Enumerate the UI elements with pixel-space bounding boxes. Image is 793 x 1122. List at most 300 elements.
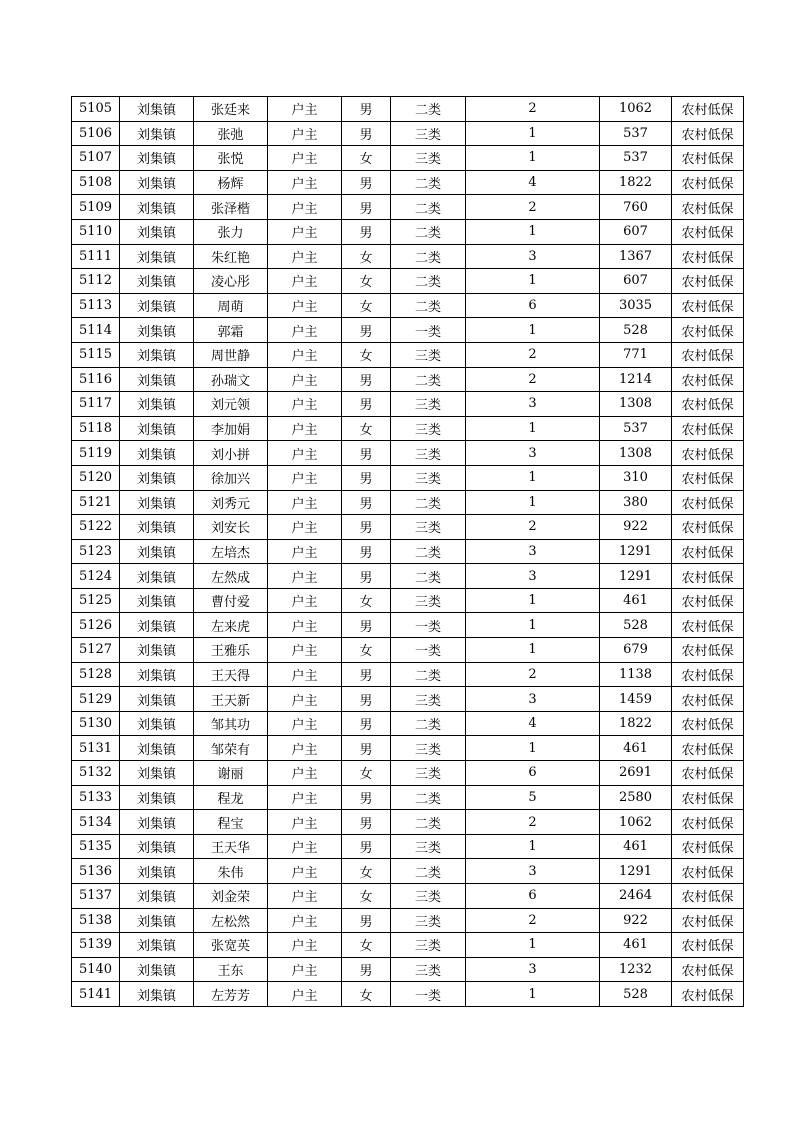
table-row (72, 490, 744, 515)
gender-cell: 女 (342, 982, 391, 1007)
row-number-cell: 5109 (72, 195, 120, 220)
town-cell: 刘集镇 (120, 367, 194, 392)
town-cell: 刘集镇 (120, 736, 194, 761)
assistance-type-cell: 农村低保 (672, 662, 744, 687)
household-size-cell: 6 (466, 293, 600, 318)
row-number-cell: 5111 (72, 244, 120, 269)
category-cell: 一类 (391, 982, 466, 1007)
town-cell: 刘集镇 (120, 613, 194, 638)
amount-cell: 1822 (600, 170, 672, 195)
name-cell: 左然成 (194, 564, 268, 589)
table-row (72, 342, 744, 367)
category-cell: 三类 (391, 884, 466, 909)
table-row (72, 244, 744, 269)
table-row (72, 957, 744, 982)
household-size-cell: 1 (466, 490, 600, 515)
amount-cell: 461 (600, 834, 672, 859)
row-number-cell: 5133 (72, 785, 120, 810)
name-cell: 左松然 (194, 908, 268, 933)
town-cell: 刘集镇 (120, 711, 194, 736)
amount-cell: 537 (600, 121, 672, 146)
category-cell: 三类 (391, 515, 466, 540)
gender-cell: 男 (342, 318, 391, 343)
gender-cell: 男 (342, 736, 391, 761)
town-cell: 刘集镇 (120, 933, 194, 958)
amount-cell: 528 (600, 982, 672, 1007)
amount-cell: 2580 (600, 785, 672, 810)
gender-cell: 男 (342, 785, 391, 810)
assistance-type-cell: 农村低保 (672, 318, 744, 343)
amount-cell: 922 (600, 908, 672, 933)
table-row (72, 613, 744, 638)
name-cell: 王雅乐 (194, 638, 268, 663)
row-number-cell: 5131 (72, 736, 120, 761)
amount-cell: 461 (600, 588, 672, 613)
gender-cell: 女 (342, 859, 391, 884)
assistance-type-cell: 农村低保 (672, 293, 744, 318)
category-cell: 三类 (391, 588, 466, 613)
household-size-cell: 2 (466, 342, 600, 367)
town-cell: 刘集镇 (120, 342, 194, 367)
amount-cell: 380 (600, 490, 672, 515)
relation-cell: 户主 (268, 785, 342, 810)
household-size-cell: 3 (466, 859, 600, 884)
name-cell: 王天新 (194, 687, 268, 712)
amount-cell: 607 (600, 219, 672, 244)
gender-cell: 男 (342, 392, 391, 417)
amount-cell: 1367 (600, 244, 672, 269)
gender-cell: 男 (342, 662, 391, 687)
household-size-cell: 1 (466, 318, 600, 343)
table-row (72, 834, 744, 859)
relation-cell: 户主 (268, 810, 342, 835)
town-cell: 刘集镇 (120, 465, 194, 490)
household-size-cell: 1 (466, 736, 600, 761)
gender-cell: 男 (342, 465, 391, 490)
name-cell: 刘元领 (194, 392, 268, 417)
row-number-cell: 5108 (72, 170, 120, 195)
relation-cell: 户主 (268, 539, 342, 564)
amount-cell: 607 (600, 269, 672, 294)
town-cell: 刘集镇 (120, 588, 194, 613)
category-cell: 一类 (391, 638, 466, 663)
household-size-cell: 5 (466, 785, 600, 810)
assistance-type-cell: 农村低保 (672, 933, 744, 958)
assistance-type-cell: 农村低保 (672, 687, 744, 712)
name-cell: 朱红艳 (194, 244, 268, 269)
town-cell: 刘集镇 (120, 564, 194, 589)
amount-cell: 922 (600, 515, 672, 540)
name-cell: 杨辉 (194, 170, 268, 195)
table-row (72, 367, 744, 392)
household-size-cell: 1 (466, 269, 600, 294)
assistance-type-cell: 农村低保 (672, 367, 744, 392)
household-size-cell: 1 (466, 146, 600, 171)
household-size-cell: 6 (466, 761, 600, 786)
assistance-type-cell: 农村低保 (672, 465, 744, 490)
town-cell: 刘集镇 (120, 416, 194, 441)
assistance-type-cell: 农村低保 (672, 736, 744, 761)
assistance-type-cell: 农村低保 (672, 613, 744, 638)
name-cell: 郭霜 (194, 318, 268, 343)
town-cell: 刘集镇 (120, 982, 194, 1007)
assistance-type-cell: 农村低保 (672, 170, 744, 195)
table-row (72, 761, 744, 786)
table-row (72, 662, 744, 687)
row-number-cell: 5107 (72, 146, 120, 171)
gender-cell: 男 (342, 195, 391, 220)
household-size-cell: 1 (466, 834, 600, 859)
name-cell: 王东 (194, 957, 268, 982)
relation-cell: 户主 (268, 293, 342, 318)
table-row (72, 293, 744, 318)
assistance-type-cell: 农村低保 (672, 884, 744, 909)
town-cell: 刘集镇 (120, 884, 194, 909)
amount-cell: 1232 (600, 957, 672, 982)
category-cell: 三类 (391, 834, 466, 859)
relation-cell: 户主 (268, 711, 342, 736)
amount-cell: 1291 (600, 859, 672, 884)
amount-cell: 3035 (600, 293, 672, 318)
amount-cell: 1291 (600, 564, 672, 589)
town-cell: 刘集镇 (120, 97, 194, 122)
table-row (72, 269, 744, 294)
household-size-cell: 3 (466, 441, 600, 466)
name-cell: 李加娟 (194, 416, 268, 441)
table-row (72, 416, 744, 441)
name-cell: 朱伟 (194, 859, 268, 884)
name-cell: 邹荣有 (194, 736, 268, 761)
town-cell: 刘集镇 (120, 859, 194, 884)
town-cell: 刘集镇 (120, 392, 194, 417)
row-number-cell: 5113 (72, 293, 120, 318)
relation-cell: 户主 (268, 244, 342, 269)
amount-cell: 771 (600, 342, 672, 367)
row-number-cell: 5136 (72, 859, 120, 884)
table-row (72, 736, 744, 761)
row-number-cell: 5105 (72, 97, 120, 122)
gender-cell: 男 (342, 121, 391, 146)
relation-cell: 户主 (268, 392, 342, 417)
relation-cell: 户主 (268, 957, 342, 982)
gender-cell: 女 (342, 638, 391, 663)
name-cell: 刘秀元 (194, 490, 268, 515)
amount-cell: 1308 (600, 441, 672, 466)
category-cell: 三类 (391, 465, 466, 490)
name-cell: 张力 (194, 219, 268, 244)
category-cell: 三类 (391, 342, 466, 367)
town-cell: 刘集镇 (120, 687, 194, 712)
row-number-cell: 5127 (72, 638, 120, 663)
household-size-cell: 4 (466, 170, 600, 195)
category-cell: 二类 (391, 97, 466, 122)
assistance-type-cell: 农村低保 (672, 195, 744, 220)
relation-cell: 户主 (268, 662, 342, 687)
category-cell: 二类 (391, 170, 466, 195)
assistance-type-cell: 农村低保 (672, 638, 744, 663)
table-row (72, 908, 744, 933)
amount-cell: 2691 (600, 761, 672, 786)
town-cell: 刘集镇 (120, 908, 194, 933)
assistance-type-cell: 农村低保 (672, 711, 744, 736)
row-number-cell: 5129 (72, 687, 120, 712)
name-cell: 徐加兴 (194, 465, 268, 490)
household-size-cell: 2 (466, 662, 600, 687)
assistance-type-cell: 农村低保 (672, 761, 744, 786)
relation-cell: 户主 (268, 219, 342, 244)
name-cell: 曹付爱 (194, 588, 268, 613)
household-size-cell: 1 (466, 121, 600, 146)
table-row (72, 121, 744, 146)
relation-cell: 户主 (268, 564, 342, 589)
name-cell: 周萌 (194, 293, 268, 318)
row-number-cell: 5117 (72, 392, 120, 417)
category-cell: 二类 (391, 564, 466, 589)
gender-cell: 女 (342, 269, 391, 294)
amount-cell: 760 (600, 195, 672, 220)
relation-cell: 户主 (268, 318, 342, 343)
household-size-cell: 1 (466, 982, 600, 1007)
relation-cell: 户主 (268, 515, 342, 540)
amount-cell: 679 (600, 638, 672, 663)
assistance-type-cell: 农村低保 (672, 810, 744, 835)
row-number-cell: 5120 (72, 465, 120, 490)
gender-cell: 男 (342, 711, 391, 736)
assistance-type-cell: 农村低保 (672, 908, 744, 933)
row-number-cell: 5119 (72, 441, 120, 466)
amount-cell: 537 (600, 416, 672, 441)
gender-cell: 男 (342, 613, 391, 638)
relation-cell: 户主 (268, 416, 342, 441)
town-cell: 刘集镇 (120, 957, 194, 982)
table-row (72, 146, 744, 171)
household-size-cell: 3 (466, 687, 600, 712)
gender-cell: 女 (342, 342, 391, 367)
category-cell: 二类 (391, 785, 466, 810)
row-number-cell: 5135 (72, 834, 120, 859)
name-cell: 张宽英 (194, 933, 268, 958)
gender-cell: 女 (342, 761, 391, 786)
gender-cell: 女 (342, 588, 391, 613)
row-number-cell: 5118 (72, 416, 120, 441)
name-cell: 左芳芳 (194, 982, 268, 1007)
category-cell: 二类 (391, 367, 466, 392)
relation-cell: 户主 (268, 761, 342, 786)
table-row (72, 564, 744, 589)
name-cell: 张泽楷 (194, 195, 268, 220)
table-row (72, 318, 744, 343)
town-cell: 刘集镇 (120, 318, 194, 343)
assistance-type-cell: 农村低保 (672, 441, 744, 466)
relation-cell: 户主 (268, 465, 342, 490)
table-row (72, 687, 744, 712)
household-size-cell: 2 (466, 97, 600, 122)
town-cell: 刘集镇 (120, 515, 194, 540)
amount-cell: 528 (600, 613, 672, 638)
assistance-type-cell: 农村低保 (672, 392, 744, 417)
table-row (72, 539, 744, 564)
town-cell: 刘集镇 (120, 834, 194, 859)
assistance-type-cell: 农村低保 (672, 244, 744, 269)
assistance-type-cell: 农村低保 (672, 121, 744, 146)
household-size-cell: 1 (466, 219, 600, 244)
table-row (72, 97, 744, 122)
category-cell: 二类 (391, 195, 466, 220)
category-cell: 三类 (391, 441, 466, 466)
relation-cell: 户主 (268, 342, 342, 367)
category-cell: 一类 (391, 318, 466, 343)
household-size-cell: 1 (466, 638, 600, 663)
category-cell: 二类 (391, 490, 466, 515)
relation-cell: 户主 (268, 97, 342, 122)
row-number-cell: 5141 (72, 982, 120, 1007)
town-cell: 刘集镇 (120, 490, 194, 515)
gender-cell: 男 (342, 170, 391, 195)
row-number-cell: 5123 (72, 539, 120, 564)
table-row (72, 515, 744, 540)
town-cell: 刘集镇 (120, 170, 194, 195)
town-cell: 刘集镇 (120, 146, 194, 171)
row-number-cell: 5132 (72, 761, 120, 786)
gender-cell: 男 (342, 219, 391, 244)
amount-cell: 1291 (600, 539, 672, 564)
gender-cell: 男 (342, 564, 391, 589)
row-number-cell: 5116 (72, 367, 120, 392)
relation-cell: 户主 (268, 982, 342, 1007)
records-table (71, 96, 744, 1007)
name-cell: 左来虎 (194, 613, 268, 638)
amount-cell: 1459 (600, 687, 672, 712)
assistance-type-cell: 农村低保 (672, 588, 744, 613)
town-cell: 刘集镇 (120, 269, 194, 294)
relation-cell: 户主 (268, 588, 342, 613)
amount-cell: 461 (600, 933, 672, 958)
row-number-cell: 5140 (72, 957, 120, 982)
household-size-cell: 1 (466, 933, 600, 958)
relation-cell: 户主 (268, 908, 342, 933)
category-cell: 三类 (391, 933, 466, 958)
table-row (72, 884, 744, 909)
household-size-cell: 1 (466, 588, 600, 613)
relation-cell: 户主 (268, 687, 342, 712)
category-cell: 三类 (391, 416, 466, 441)
name-cell: 张弛 (194, 121, 268, 146)
name-cell: 刘金荣 (194, 884, 268, 909)
amount-cell: 461 (600, 736, 672, 761)
name-cell: 凌心彤 (194, 269, 268, 294)
row-number-cell: 5110 (72, 219, 120, 244)
row-number-cell: 5130 (72, 711, 120, 736)
row-number-cell: 5124 (72, 564, 120, 589)
town-cell: 刘集镇 (120, 761, 194, 786)
category-cell: 三类 (391, 687, 466, 712)
amount-cell: 1214 (600, 367, 672, 392)
category-cell: 三类 (391, 736, 466, 761)
amount-cell: 528 (600, 318, 672, 343)
gender-cell: 男 (342, 490, 391, 515)
household-size-cell: 2 (466, 810, 600, 835)
gender-cell: 男 (342, 367, 391, 392)
gender-cell: 女 (342, 293, 391, 318)
amount-cell: 1138 (600, 662, 672, 687)
household-size-cell: 1 (466, 416, 600, 441)
name-cell: 张悦 (194, 146, 268, 171)
assistance-type-cell: 农村低保 (672, 515, 744, 540)
town-cell: 刘集镇 (120, 441, 194, 466)
town-cell: 刘集镇 (120, 539, 194, 564)
row-number-cell: 5121 (72, 490, 120, 515)
town-cell: 刘集镇 (120, 785, 194, 810)
category-cell: 三类 (391, 761, 466, 786)
table-row (72, 785, 744, 810)
table-row (72, 588, 744, 613)
category-cell: 二类 (391, 539, 466, 564)
name-cell: 王天华 (194, 834, 268, 859)
row-number-cell: 5106 (72, 121, 120, 146)
relation-cell: 户主 (268, 613, 342, 638)
gender-cell: 女 (342, 146, 391, 171)
amount-cell: 2464 (600, 884, 672, 909)
table-row (72, 170, 744, 195)
category-cell: 三类 (391, 908, 466, 933)
assistance-type-cell: 农村低保 (672, 957, 744, 982)
table-row (72, 638, 744, 663)
town-cell: 刘集镇 (120, 662, 194, 687)
amount-cell: 537 (600, 146, 672, 171)
assistance-type-cell: 农村低保 (672, 982, 744, 1007)
relation-cell: 户主 (268, 170, 342, 195)
category-cell: 三类 (391, 957, 466, 982)
town-cell: 刘集镇 (120, 121, 194, 146)
gender-cell: 男 (342, 834, 391, 859)
relation-cell: 户主 (268, 859, 342, 884)
table-row (72, 933, 744, 958)
relation-cell: 户主 (268, 269, 342, 294)
relation-cell: 户主 (268, 367, 342, 392)
gender-cell: 女 (342, 244, 391, 269)
category-cell: 一类 (391, 613, 466, 638)
table-row (72, 195, 744, 220)
gender-cell: 男 (342, 441, 391, 466)
name-cell: 张廷来 (194, 97, 268, 122)
name-cell: 程宝 (194, 810, 268, 835)
assistance-type-cell: 农村低保 (672, 219, 744, 244)
table-row (72, 392, 744, 417)
gender-cell: 男 (342, 957, 391, 982)
name-cell: 程龙 (194, 785, 268, 810)
table-row (72, 859, 744, 884)
household-size-cell: 3 (466, 539, 600, 564)
category-cell: 二类 (391, 711, 466, 736)
name-cell: 孙瑞文 (194, 367, 268, 392)
row-number-cell: 5122 (72, 515, 120, 540)
row-number-cell: 5112 (72, 269, 120, 294)
gender-cell: 男 (342, 539, 391, 564)
gender-cell: 男 (342, 687, 391, 712)
category-cell: 二类 (391, 810, 466, 835)
category-cell: 二类 (391, 859, 466, 884)
assistance-type-cell: 农村低保 (672, 859, 744, 884)
table-row (72, 441, 744, 466)
category-cell: 二类 (391, 662, 466, 687)
category-cell: 二类 (391, 219, 466, 244)
relation-cell: 户主 (268, 638, 342, 663)
row-number-cell: 5128 (72, 662, 120, 687)
amount-cell: 1822 (600, 711, 672, 736)
category-cell: 三类 (391, 392, 466, 417)
gender-cell: 男 (342, 810, 391, 835)
name-cell: 刘安长 (194, 515, 268, 540)
